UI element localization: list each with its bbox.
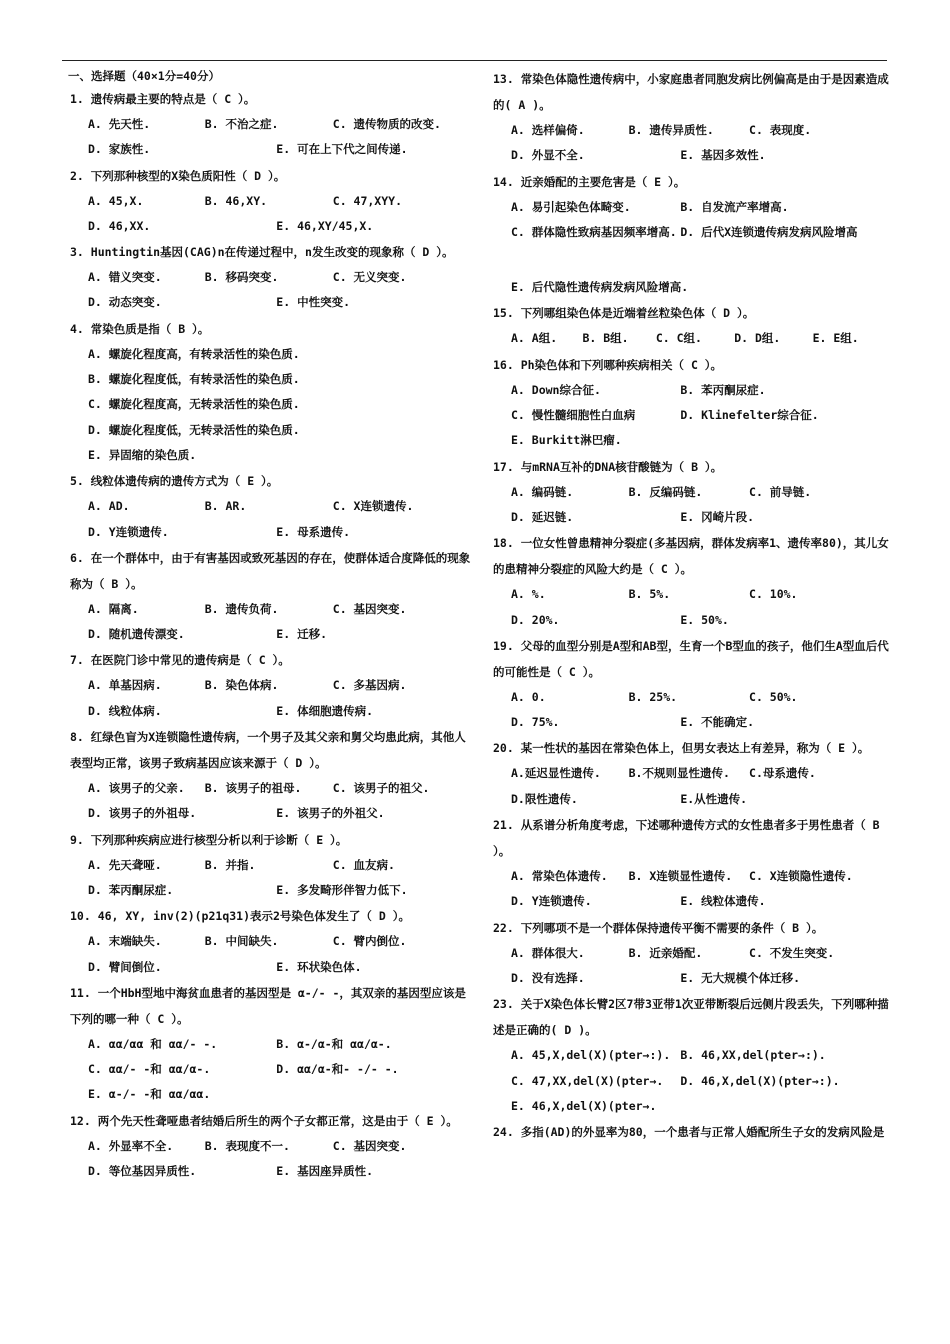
answer-option: C. C组. [655,331,702,346]
option-row [511,787,892,812]
option-row [88,955,474,980]
answer-option: C. 无义突变. [332,270,407,285]
question-stem: 3. Huntingtin基因(CAG)n在传递过程中，n发生改变的现象称（ D ）。 [70,245,454,260]
answer-option: E. Burkitt淋巴瘤. [511,433,622,448]
answer-option: D. 46,XX. [88,218,151,233]
answer-option: B. 自发流产率增高. [680,199,789,214]
option-row [88,801,474,826]
answer-option: B.不规则显性遗传. [628,766,730,781]
option-row [511,275,892,300]
question-stem: 15. 下列哪组染色体是近端着丝粒染色体（ D ）。 [493,306,755,321]
question [64,827,474,904]
question-stem: 5. 线粒体遗传病的遗传方式为（ E ）。 [70,474,279,489]
option-row [88,929,474,954]
option-row [88,1134,474,1159]
answer-option: B. 表现度不一. [204,1138,290,1153]
option-row [511,966,892,991]
question-stem: 2. 下列那种核型的X染色质阳性（ D ）。 [70,168,286,183]
answer-option: D. 后代X连锁遗传病发病风险增高 [680,224,858,239]
answer-option: B. 近亲婚配. [628,945,703,960]
option-row [88,112,474,137]
answer-option: A. 选样偏倚. [511,123,585,137]
answer-option: E. 异固缩的染色质. [88,447,197,462]
question-stem: 1. 遗传病最主要的特点是（ C ）。 [70,92,256,106]
answer-option: A. AD. [88,499,130,514]
answer-option: E. 50%. [680,612,729,627]
question-stem: 6. 在一个群体中，由于有害基因或致死基因的存在，使群体适合度降低的现象称为（ B ）。 [70,550,471,591]
question-stem: 12. 两个先天性聋哑患者结婚后所生的两个子女都正常，这是由于（ E ）。 [70,1113,458,1128]
option-row [511,378,892,403]
answer-option: C. 10%. [749,587,798,602]
answer-option: B. 反编码链. [628,484,703,499]
question-stem: 7. 在医院门诊中常见的遗传病是（ C ）。 [70,653,290,668]
option-row [511,761,892,786]
answer-option: E. 不能确定. [680,715,755,730]
option-row [511,326,892,351]
option-row [88,342,474,367]
question-stem: 14. 近亲婚配的主要危害是（ E ）。 [493,174,686,189]
question-stem: 4. 常染色质是指（ B ）。 [70,321,210,336]
question-stem: 18. 一位女性曾患精神分裂症(多基因病，群体发病率1、遗传率80)，其儿女的患精神分裂症的风险大约是（ C ）。 [493,536,889,577]
option-row [88,1082,474,1107]
option-row [511,889,892,914]
answer-option: C. 血友病. [332,857,395,872]
answer-option: D. 随机遗传漂变. [88,627,185,642]
option-row [88,673,474,698]
question-stem: 13. 常染色体隐性遗传病中，小家庭患者同胞发病比例偏高是由于是因素造成的( A )。 [493,72,889,112]
answer-option: D. 线粒体病. [88,703,162,718]
option-row [511,118,892,143]
question-stem: 8. 红绿色盲为X连锁隐性遗传病，一个男子及其父亲和舅父均患此病，其他人表型均正常，该男子致病基因应该来源于（ D ）。 [70,730,466,771]
answer-option: A. 易引起染色体畸变. [511,199,631,214]
answer-option: C. 慢性髓细胞性白血病 [511,408,636,423]
answer-option: A. 隔离. [88,601,139,616]
answer-option: C. 基因突变. [332,601,407,616]
question-stem: 24. 多指(AD)的外显率为80，一个患者与正常人婚配所生子女的发病风险是 [493,1125,885,1140]
question-stem: 19. 父母的血型分别是A型和AB型，生育一个B型血的孩子，他们生A型血后代的可能性是（ C ）。 [493,638,889,679]
answer-option: B. 中间缺失. [204,934,279,949]
question [487,169,892,301]
question [487,915,892,992]
answer-option: C. 基因突变. [332,1138,407,1153]
answer-option: E. 多发畸形伴智力低下. [276,882,408,897]
answer-option: B. 25%. [628,689,678,704]
question-stem: 11. 一个HbH型地中海贫血患者的基因型是 α-/- -，其双亲的基因型应该是下列的哪一种（ C ）。 [70,985,466,1026]
answer-option: D. 46,X,del(X)(pter→:). [680,1073,840,1088]
option-row [511,1043,892,1068]
answer-option: B. 染色体病. [204,678,279,693]
option-row [88,1159,474,1184]
answer-option: C. αα/- -和 αα/α-. [88,1062,211,1077]
question [64,647,474,724]
answer-option: B. 5%. [628,587,671,602]
answer-option: E. 该男子的外祖父. [276,806,385,821]
question [487,352,892,454]
question [487,530,892,633]
answer-option: B. X连锁显性遗传. [628,869,733,884]
answer-option: C. 该男子的祖父. [332,781,430,796]
answer-option: B. 46,XX,del(pter→:). [680,1048,826,1063]
answer-option: E. 后代隐性遗传病发病风险增高. [511,280,689,295]
answer-option: C. 47,XX,del(X)(pter→. [511,1073,664,1088]
option-row [88,189,474,214]
answer-option: C. 螺旋化程度高，无转录活性的染色质. [88,397,300,412]
answer-option: D. 臂间倒位. [88,959,162,974]
option-row [511,195,892,220]
answer-option: C. 前导链. [749,484,812,499]
answer-option: A. 错义突变. [88,270,162,285]
answer-option: B. 该男子的祖母. [204,781,302,796]
answer-option: D. D组. [734,331,781,346]
question-stem: 9. 下列那种疾病应进行核型分析以利于诊断（ E ）。 [70,832,348,847]
option-row [511,582,892,607]
header-rule [62,60,887,61]
option-row [88,1032,474,1057]
option-row [88,137,474,162]
answer-option: C. 50%. [749,689,798,704]
question [64,316,474,468]
option-row [511,941,892,966]
question [64,724,474,827]
answer-option: A. 常染色体遗传. [511,869,608,884]
answer-option: B. B组. [582,331,629,346]
answer-option: E.从性遗传. [680,791,748,806]
answer-option: A. 单基因病. [88,678,162,693]
option-row [88,853,474,878]
answer-option: B. 螺旋化程度低，有转录活性的染色质. [88,372,300,387]
option-row [88,494,474,519]
answer-option: C. 遗传物质的改变. [332,117,441,131]
answer-option: B. 不治之症. [204,117,279,131]
option-row [511,220,892,245]
option-row [511,864,892,889]
question [487,454,892,531]
option-row [511,403,892,428]
answer-option: E. α-/- -和 αα/αα. [88,1087,211,1102]
question [64,980,474,1108]
option-row [511,505,892,530]
option-row [88,214,474,239]
answer-option: B. 移码突变. [204,270,279,285]
question-stem: 21. 从系谱分析角度考虑，下述哪种遗传方式的女性患者多于男性患者（ B ）。 [493,818,880,859]
question [487,66,892,169]
answer-option: B. 46,XY. [204,193,268,208]
answer-option: C. X连锁隐性遗传. [749,869,853,884]
answer-option: A. 该男子的父亲. [88,781,185,796]
answer-option: C. 多基因病. [332,678,407,693]
answer-option: E. 冈崎片段. [680,509,755,524]
option-row [88,392,474,417]
option-row [88,699,474,724]
answer-option: D. 该男子的外祖母. [88,806,197,821]
question [64,468,474,545]
question [487,991,892,1119]
option-row [88,597,474,622]
option-row [511,480,892,505]
answer-option: E. 体细胞遗传病. [276,703,373,718]
question-stem: 10. 46, XY, inv(2)(p21q31)表示2号染色体发生了（ D ）。 [70,909,410,924]
answer-option: D. 外显不全. [511,148,585,163]
option-row [88,776,474,801]
option-row [511,710,892,735]
answer-option: E. 母系遗传. [276,524,350,539]
answer-option: E. 无大规模个体迁移. [680,970,801,985]
question [64,545,474,648]
question [487,633,892,736]
answer-option: D. αα/α-和- -/- -. [276,1062,399,1077]
question [487,300,892,351]
option-row [88,520,474,545]
answer-option: C. 群体隐性致病基因频率增高. [511,224,677,239]
answer-option: A. Down综合征. [511,382,601,397]
answer-option: B. 遗传负荷. [204,601,279,616]
answer-option: D. 没有选择. [511,970,585,985]
answer-option: E. 可在上下代之间传递. [276,142,408,157]
answer-option: B. 遗传异质性. [628,123,714,137]
answer-option: A. 先天性. [88,117,151,131]
question [487,735,892,812]
question [487,1119,892,1145]
option-row [511,685,892,710]
answer-option: A. αα/αα 和 αα/- -. [88,1036,218,1051]
option-row [88,622,474,647]
section-title: 一、选择题（40×1分=40分） [68,69,220,83]
answer-option: A. 0. [511,689,546,704]
option-row [511,143,892,168]
question-stem: 22. 下列哪项不是一个群体保持遗传平衡不需要的条件（ B ）。 [493,920,824,935]
answer-option: B. AR. [204,499,247,514]
option-row [511,1094,892,1119]
answer-option: A. 先天聋哑. [88,857,162,872]
answer-option: D. 动态突变. [88,295,162,310]
option-row [88,290,474,315]
answer-option: D. Klinefelter综合征. [680,408,819,423]
answer-option: D. 螺旋化程度低，无转录活性的染色质. [88,422,300,437]
option-row [88,878,474,903]
question [64,86,474,163]
question-stem: 20. 某一性状的基因在常染色体上，但男女表达上有差异，称为（ E ）。 [493,741,870,756]
answer-option: C. 47,XYY. [332,193,403,208]
question [64,903,474,980]
answer-option: A. 编码链. [511,484,574,499]
answer-option: E. 基因座异质性. [276,1164,373,1179]
question-stem: 23. 关于X染色体长臂2区7带3亚带1次亚带断裂后远侧片段丢失，下列哪种描述是正确的( D )。 [493,997,889,1038]
answer-option: D. 家族性. [88,142,151,157]
answer-option: E. 基因多效性. [680,148,766,163]
option-row [88,443,474,468]
answer-option: C. 不发生突变. [749,945,835,960]
answer-option: C. X连锁遗传. [332,499,414,514]
answer-option: D.限性遗传. [511,791,578,806]
right-column [487,66,892,1145]
left-column [64,66,474,1184]
answer-option: C. 臂内倒位. [332,934,407,949]
answer-option: D. Y连锁遗传. [511,894,592,909]
answer-option: C. 表现度. [749,123,812,137]
answer-option: D. 75%. [511,715,560,730]
answer-option: B. 并指. [204,857,256,872]
option-row [88,367,474,392]
answer-option: D. 等位基因异质性. [88,1164,197,1179]
question [64,239,474,316]
option-row [88,1057,474,1082]
answer-option: A. 45,X. [88,193,144,208]
question [487,812,892,915]
answer-option: E. 迁移. [276,627,327,642]
answer-option: E. 中性突变. [276,295,350,310]
question-stem: 17. 与mRNA互补的DNA核苷酸链为（ B ）。 [493,459,723,474]
answer-option: D. 苯丙酮尿症. [88,882,174,897]
answer-option: E. E组. [812,331,859,346]
answer-option: A. 外显率不全. [88,1138,174,1153]
answer-option: A. 螺旋化程度高，有转录活性的染色质. [88,346,300,361]
answer-option: E. 46,XY/45,X. [276,218,374,233]
answer-option: B. 苯丙酮尿症. [680,382,766,397]
question [64,1108,474,1185]
option-row [511,1069,892,1094]
question-stem: 16. Ph染色体和下列哪种疾病相关（ C ）。 [493,357,723,372]
answer-option: D. Y连锁遗传. [88,524,169,539]
answer-option: E. 线粒体遗传. [680,894,766,909]
option-row [511,608,892,633]
answer-option: A. 群体很大. [511,945,585,960]
option-row [511,428,892,453]
option-row [511,245,892,275]
question [64,163,474,240]
answer-option: D. 延迟链. [511,509,574,524]
answer-option: A.延迟显性遗传. [511,766,601,781]
answer-option: A. 45,X,del(X)(pter→:). [511,1048,671,1063]
answer-option: B. α-/α-和 αα/α-. [276,1036,392,1051]
answer-option: E. 环状染色体. [276,959,362,974]
answer-option: E. 46,X,del(X)(pter→. [511,1098,657,1113]
answer-option: D. 20%. [511,612,560,627]
option-row [88,265,474,290]
answer-option: A. 末端缺失. [88,934,162,949]
option-row [88,418,474,443]
answer-option: A. A组. [511,331,558,346]
answer-option: C.母系遗传. [749,766,816,781]
answer-option: A. %. [511,587,546,602]
